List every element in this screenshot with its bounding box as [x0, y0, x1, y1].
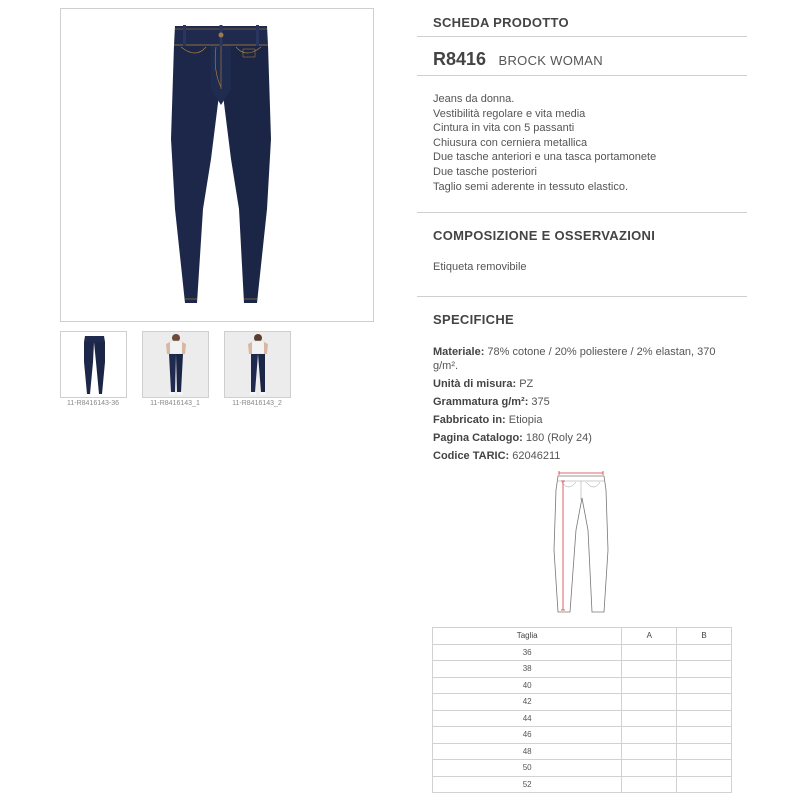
spec-label: Materiale:	[433, 346, 485, 358]
divider	[417, 296, 747, 297]
spec-row-unit	[433, 377, 733, 391]
description-line: Due tasche posteriori	[433, 165, 537, 178]
value-cell-b	[677, 677, 732, 694]
jeans-thumbnail-image	[61, 332, 127, 398]
size-cell: 40	[433, 677, 622, 694]
table-row	[433, 644, 732, 661]
value-cell-a	[622, 661, 677, 678]
model-front-thumbnail-image	[143, 332, 209, 398]
description-line: Vestibilità regolare e vita media	[433, 107, 586, 120]
spec-value: 375	[531, 396, 550, 408]
divider	[417, 75, 747, 76]
spec-row-catalog-page	[433, 431, 733, 445]
description-line: Jeans da donna.	[433, 93, 515, 105]
main-product-image[interactable]	[60, 8, 374, 322]
table-row	[433, 694, 732, 711]
specs-list	[433, 345, 733, 467]
spec-value: 78% cotone / 20% poliestere / 2% elastan, 370 g/m².	[433, 346, 716, 372]
table-row	[433, 776, 732, 793]
spec-row-taric	[433, 449, 733, 463]
section-title-observations: COMPOSIZIONE E OSSERVAZIONI	[433, 228, 656, 243]
description-line: Chiusura con cerniera metallica	[433, 136, 588, 149]
product-heading	[433, 49, 603, 70]
jeans-illustration	[61, 9, 375, 323]
spec-label: Grammatura g/m²:	[433, 396, 529, 408]
spec-value: 62046211	[512, 450, 561, 462]
size-cell: 44	[433, 710, 622, 727]
gallery-thumbnail[interactable]	[142, 331, 209, 398]
description-line: Cintura in vita con 5 passanti	[433, 122, 575, 135]
size-cell: 48	[433, 743, 622, 760]
table-row	[433, 677, 732, 694]
value-cell-a	[622, 776, 677, 793]
size-cell: 52	[433, 776, 622, 793]
section-title-specs: SPECIFICHE	[433, 312, 515, 327]
header-b: B	[677, 628, 732, 645]
value-cell-a	[622, 727, 677, 744]
observations-text: Etiqueta removibile	[433, 261, 527, 273]
description-line: Due tasche anteriori e una tasca portamonete	[433, 151, 657, 164]
value-cell-a	[622, 743, 677, 760]
measurement-sketch	[550, 470, 614, 618]
description-line: Taglio semi aderente in tessuto elastico.	[433, 180, 629, 193]
value-cell-b	[677, 760, 732, 777]
size-cell: 46	[433, 727, 622, 744]
value-cell-b	[677, 743, 732, 760]
size-cell: 50	[433, 760, 622, 777]
spec-label: Pagina Catalogo:	[433, 432, 523, 444]
value-cell-a	[622, 760, 677, 777]
value-cell-a	[622, 710, 677, 727]
header-a: A	[622, 628, 677, 645]
value-cell-b	[677, 694, 732, 711]
size-table-header-row	[433, 628, 732, 645]
thumbnail-caption: 11-R8416143_2	[232, 400, 282, 407]
value-cell-a	[622, 694, 677, 711]
spec-row-material	[433, 345, 733, 373]
thumbnail-caption: 11-R8416143-36	[66, 400, 120, 407]
spec-value: 180 (Roly 24)	[525, 432, 592, 444]
section-title-product-sheet: SCHEDA PRODOTTO	[433, 15, 569, 30]
spec-row-weight	[433, 395, 733, 409]
size-cell: 42	[433, 694, 622, 711]
thumbnail-caption: 11-R8416143_1	[150, 400, 200, 407]
value-cell-b	[677, 727, 732, 744]
size-cell: 38	[433, 661, 622, 678]
gallery-thumbnail[interactable]	[224, 331, 291, 398]
table-row	[433, 661, 732, 678]
value-cell-b	[677, 644, 732, 661]
value-cell-a	[622, 644, 677, 661]
spec-value: Etiopia	[508, 414, 543, 426]
model-back-thumbnail-image	[225, 332, 291, 398]
table-row	[433, 710, 732, 727]
divider	[417, 212, 747, 213]
table-row	[433, 727, 732, 744]
value-cell-b	[677, 661, 732, 678]
spec-row-origin	[433, 413, 733, 427]
product-code: R8416	[433, 49, 487, 69]
value-cell-a	[622, 677, 677, 694]
spec-label: Fabbricato in:	[433, 414, 506, 426]
size-table	[432, 627, 732, 793]
spec-label: Codice TARIC:	[433, 450, 510, 462]
value-cell-b	[677, 776, 732, 793]
spec-label: Unità di misura:	[433, 378, 517, 390]
header-size: Taglia	[433, 628, 622, 645]
size-cell: 36	[433, 644, 622, 661]
product-name: BROCK WOMAN	[498, 53, 603, 68]
gallery-thumbnail[interactable]	[60, 331, 127, 398]
spec-value: PZ	[519, 378, 534, 390]
table-row	[433, 743, 732, 760]
value-cell-b	[677, 710, 732, 727]
divider	[417, 36, 747, 37]
product-description	[433, 92, 656, 194]
table-row	[433, 760, 732, 777]
